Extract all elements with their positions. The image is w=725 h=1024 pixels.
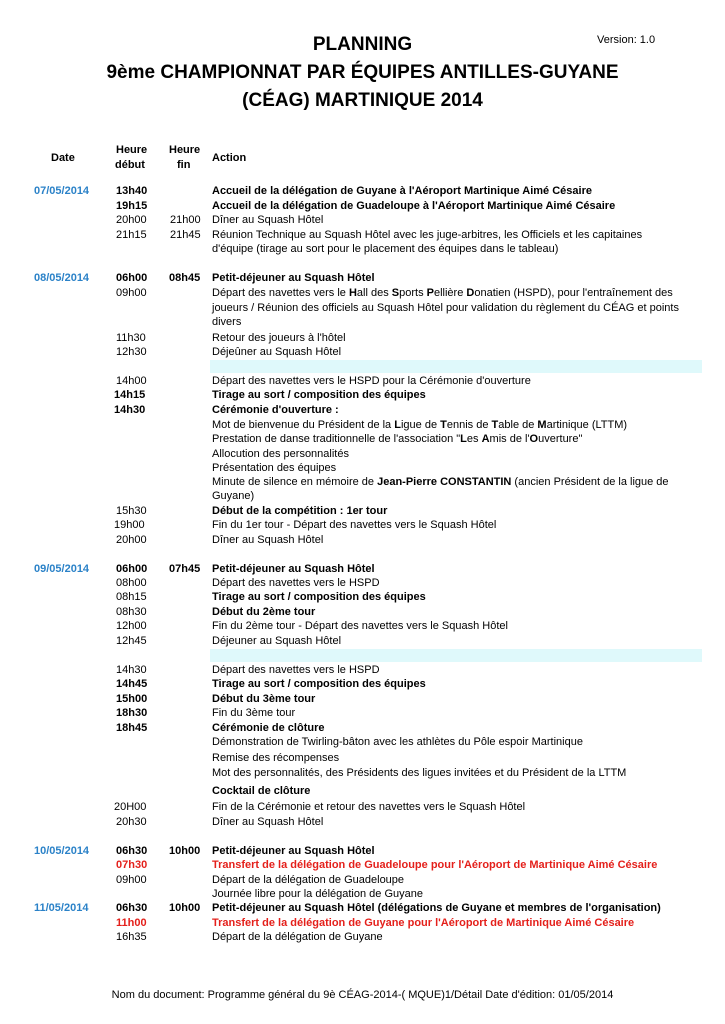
- action-text: Cocktail de clôture: [212, 785, 311, 797]
- text-run: S: [391, 287, 400, 299]
- action-text: Fin du 2ème tour - Départ des navettes vers le Squash Hôtel: [212, 620, 508, 632]
- header-action: Action: [212, 152, 247, 164]
- text-run: Prestation de danse traditionnelle de l'association ": [212, 433, 461, 445]
- action-text: Présentation des équipes: [212, 462, 337, 474]
- action-text: Guyane): [212, 490, 255, 502]
- action-text: [212, 286, 673, 301]
- start-time: 12h45: [116, 635, 147, 647]
- text-run: ports: [399, 287, 427, 299]
- version-label: Version: 1.0: [597, 34, 656, 46]
- start-time: 19h00: [114, 519, 145, 531]
- action-text: divers: [212, 316, 242, 328]
- page-subtitle: 9ème CHAMPIONNAT PAR ÉQUIPES ANTILLES-GUYANE: [106, 62, 619, 83]
- start-time: 19h15: [116, 200, 148, 212]
- text-run: uverture": [538, 433, 583, 445]
- text-run: L: [460, 433, 467, 445]
- action-text: d'équipe (tirage au sort pour le placement des équipes dans le tableau): [212, 243, 559, 255]
- action-text: Petit-déjeuner au Squash Hôtel (délégations de Guyane et membres de l'organisation): [212, 902, 661, 914]
- text-run: T: [491, 419, 499, 431]
- text-run: ellière: [433, 287, 467, 299]
- action-text: Accueil de la délégation de Guyane à l'Aéroport Martinique Aimé Césaire: [212, 185, 592, 197]
- action-text: Cérémonie de clôture: [212, 722, 325, 734]
- end-time: 10h00: [169, 902, 201, 914]
- action-text: Dîner au Squash Hôtel: [212, 214, 324, 226]
- action-text: Fin du 1er tour - Départ des navettes vers le Squash Hôtel: [212, 519, 497, 531]
- start-time: 20h30: [116, 816, 147, 828]
- header-start-2: début: [115, 159, 145, 171]
- action-text: Départ de la délégation de Guyane: [212, 931, 383, 943]
- action-text: [212, 418, 627, 433]
- text-run: Départ des navettes vers le: [212, 287, 349, 299]
- start-time: 16h35: [116, 931, 147, 943]
- action-text: Fin du 3ème tour: [212, 707, 296, 719]
- action-text: Tirage au sort / composition des équipes: [212, 591, 426, 603]
- text-run: igue de: [400, 419, 441, 431]
- start-time: 09h00: [116, 287, 147, 299]
- text-run: able de: [498, 419, 538, 431]
- header-date: Date: [51, 152, 75, 164]
- action-text: Tirage au sort / composition des équipes: [212, 389, 426, 401]
- start-time: 09h00: [116, 874, 147, 886]
- date-cell: 10/05/2014: [34, 845, 90, 857]
- start-time: 12h30: [116, 346, 147, 358]
- text-run: artinique (LTTM): [546, 419, 628, 431]
- end-time: 07h45: [169, 563, 201, 575]
- header-start: Heure: [116, 144, 148, 156]
- action-text: [212, 432, 582, 447]
- text-run: H: [348, 287, 357, 299]
- action-text: Cérémonie d'ouverture :: [212, 404, 339, 416]
- action-text: Petit-déjeuner au Squash Hôtel: [212, 272, 375, 284]
- action-text: Démonstration de Twirling-bâton avec les athlètes du Pôle espoir Martinique: [212, 736, 583, 748]
- start-time: 14h45: [116, 678, 148, 690]
- start-time: 12h00: [116, 620, 147, 632]
- action-text: Accueil de la délégation de Guadeloupe à l'Aéroport Martinique Aimé Césaire: [212, 200, 616, 212]
- text-run: O: [529, 433, 539, 445]
- action-text: Transfert de la délégation de Guyane pour l'Aéroport de Martinique Aimé Césaire: [212, 917, 635, 929]
- text-run: T: [440, 419, 447, 431]
- start-time: 14h30: [114, 404, 146, 416]
- action-text: Petit-déjeuner au Squash Hôtel: [212, 845, 375, 857]
- action-text: Remise des récompenses: [212, 752, 340, 764]
- highlight-band: [210, 649, 702, 662]
- text-run: Mot de bienvenue du Président de la: [212, 419, 395, 431]
- action-text: Départ des navettes vers le HSPD: [212, 664, 380, 676]
- action-text: Départ des navettes vers le HSPD pour la Cérémonie d'ouverture: [212, 375, 531, 387]
- start-time: 14h00: [116, 375, 147, 387]
- action-text: Départ des navettes vers le HSPD: [212, 577, 380, 589]
- start-time: 11h00: [116, 917, 147, 929]
- action-text: Départ de la délégation de Guadeloupe: [212, 874, 405, 886]
- text-run: Jean-Pierre CONSTANTIN: [377, 476, 512, 488]
- text-run: M: [537, 419, 547, 431]
- text-run: es: [466, 433, 482, 445]
- date-cell: 09/05/2014: [34, 563, 90, 575]
- action-text: Transfert de la délégation de Guadeloupe pour l'Aéroport de Martinique Aimé Césaire: [212, 859, 658, 871]
- action-text: Déjeûner au Squash Hôtel: [212, 346, 342, 358]
- action-text: Allocution des personnalités: [212, 448, 349, 460]
- start-time: 06h30: [116, 902, 148, 914]
- action-text: Dîner au Squash Hôtel: [212, 534, 324, 546]
- start-time: 11h30: [116, 332, 146, 344]
- text-run: P: [426, 287, 434, 299]
- text-run: mis de l': [489, 433, 530, 445]
- action-text: Réunion Technique au Squash Hôtel avec les juge-arbitres, les Officiels et les capitaines: [212, 229, 643, 241]
- text-run: Minute de silence en mémoire de: [212, 476, 378, 488]
- start-time: 07h30: [116, 859, 148, 871]
- action-text: Retour des joueurs à l'hôtel: [212, 332, 346, 344]
- action-text: Petit-déjeuner au Squash Hôtel: [212, 563, 375, 575]
- start-time: 20h00: [116, 214, 147, 226]
- action-text: Début de la compétition : 1er tour: [212, 505, 388, 517]
- start-time: 06h00: [116, 272, 148, 284]
- start-time: 06h00: [116, 563, 148, 575]
- action-text: Déjeuner au Squash Hôtel: [212, 635, 342, 647]
- start-time: 20h00: [116, 534, 147, 546]
- start-time: 08h30: [116, 606, 147, 618]
- header-end: Heure: [169, 144, 201, 156]
- action-text: [212, 475, 669, 490]
- end-time: 21h45: [170, 229, 201, 241]
- start-time: 06h30: [116, 845, 148, 857]
- text-run: onatien (HSPD), pour l'entraînement des: [474, 287, 673, 299]
- action-text: Début du 3ème tour: [212, 693, 316, 705]
- document-footer: Nom du document: Programme général du 9è CÉAG-2014-( MQUE)1/Détail Date d'édition: 01/05/2014: [111, 989, 614, 1001]
- start-time: 15h00: [116, 693, 148, 705]
- start-time: 15h30: [116, 505, 147, 517]
- start-time: 18h30: [116, 707, 148, 719]
- text-run: A: [481, 433, 490, 445]
- action-text: Fin de la Cérémonie et retour des navettes vers le Squash Hôtel: [212, 801, 526, 813]
- start-time: 08h15: [116, 591, 147, 603]
- page-subtitle-2: (CÉAG) MARTINIQUE 2014: [242, 90, 483, 111]
- text-run: D: [466, 287, 475, 299]
- start-time: 21h15: [116, 229, 147, 241]
- action-text: Dîner au Squash Hôtel: [212, 816, 324, 828]
- text-run: all des: [356, 287, 392, 299]
- start-time: 14h30: [116, 664, 147, 676]
- start-time: 13h40: [116, 185, 148, 197]
- end-time: 21h00: [170, 214, 201, 226]
- action-text: Mot des personnalités, des Présidents des ligues invitées et du Président de la LTTM: [212, 767, 627, 779]
- page-title: PLANNING: [312, 34, 413, 55]
- end-time: 08h45: [169, 272, 201, 284]
- text-run: (ancien Président de la ligue de: [511, 476, 669, 488]
- date-cell: 07/05/2014: [34, 185, 90, 197]
- start-time: 18h45: [116, 722, 148, 734]
- action-text: Début du 2ème tour: [212, 606, 316, 618]
- text-run: L: [394, 419, 401, 431]
- date-cell: 11/05/2014: [34, 902, 89, 914]
- action-text: Tirage au sort / composition des équipes: [212, 678, 426, 690]
- header-end-2: fin: [177, 159, 191, 171]
- action-text: joueurs / Réunion des officiels au Squash Hôtel pour validation du règlement du CÉAG et points: [212, 302, 679, 314]
- highlight-band: [210, 360, 702, 373]
- start-time: 14h15: [114, 389, 146, 401]
- end-time: 10h00: [169, 845, 201, 857]
- start-time: 20H00: [114, 801, 147, 813]
- text-run: ennis de: [446, 419, 492, 431]
- date-cell: 08/05/2014: [34, 272, 90, 284]
- action-text: Journée libre pour la délégation de Guyane: [212, 888, 423, 900]
- start-time: 08h00: [116, 577, 147, 589]
